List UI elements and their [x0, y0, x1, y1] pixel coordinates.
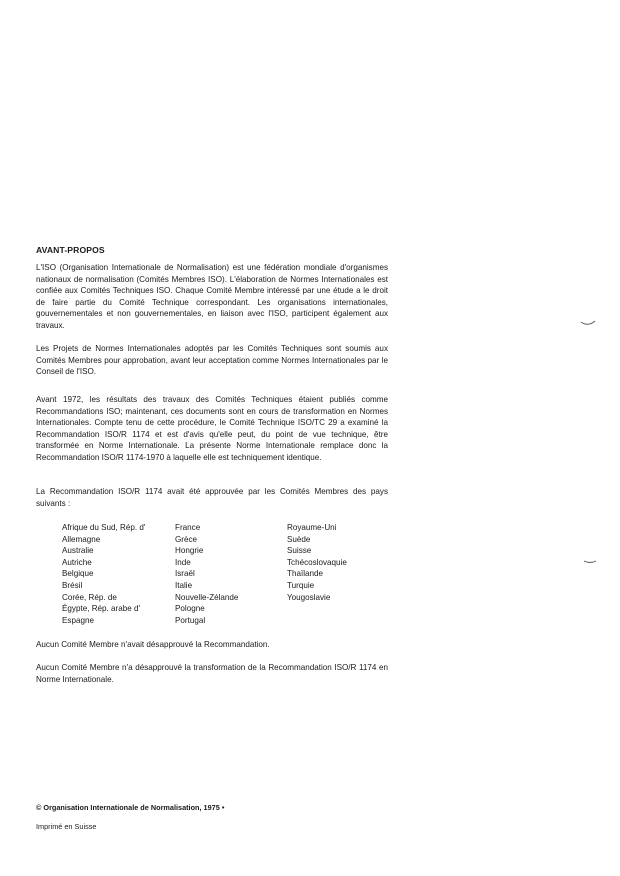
copyright-notice: © Organisation Internationale de Normalisation, 1975 • [36, 803, 225, 812]
paragraph-history: Avant 1972, les résultats des travaux des Comités Techniques étaient publiés comme Recommandations ISO; maintenant, ces documents sont en cours de transformation en Normes Internationales. Compte tenu de cette procédure, le Comité Technique ISO/TC 29 a examiné la Recommandation ISO/R 1174 et est d'avis qu'elle peut, du point de vue technique, être transformée en Norme Internationale. La présente Norme Internationale remplace donc la Recommandation ISO/R 1174-1970 à laquelle elle est techniquement identique. [36, 395, 388, 462]
country-name: Afrique du Sud, Rép. d' [62, 523, 146, 532]
countries-column-3 [287, 522, 347, 603]
country-name: Allemagne [62, 534, 101, 544]
country-name: Brésil [62, 580, 83, 590]
countries-column-2 [175, 522, 238, 626]
paragraph-no-disapproval-recommendation: Aucun Comité Membre n'avait désapprouvé la Recommandation. [36, 640, 270, 649]
paragraph-approval: La Recommandation ISO/R 1174 avait été approuvée par les Comités Membres des pays suivants : [36, 487, 388, 508]
country-name: Israël [175, 569, 195, 579]
country-name: Belgique [62, 569, 94, 579]
country-name: Portugal [175, 615, 206, 625]
country-name: Australie [62, 546, 94, 556]
countries-column-1 [62, 522, 145, 626]
country-name: Corée, Rép. de [62, 592, 117, 602]
country-name: Thaïlande [287, 569, 323, 579]
country-name: Yougoslavie [287, 592, 331, 602]
country-name: Nouvelle-Zélande [175, 592, 239, 602]
printed-in-note: Imprimé en Suisse [36, 822, 97, 831]
country-name: Grèce [175, 534, 198, 544]
country-name: Pologne [175, 604, 205, 614]
paragraph-iso-intro: L'ISO (Organisation Internationale de Normalisation) est une fédération mondiale d'organismes nationaux de normalisation (Comités Membres ISO). L'élaboration de Normes Internationales est confiée aux Comités Techniques ISO. Chaque Comité Membre intéressé par une étude a le droit de faire partie du Comité Technique correspondant. Les organisations internationales, gouvernementales et non gouvernementales, en liaison avec l'ISO, participent également aux travaux. [36, 263, 388, 330]
country-name: Suisse [287, 546, 312, 556]
scan-mark-upper [580, 318, 596, 328]
scan-mark-lower [583, 558, 597, 566]
country-name: Italie [175, 580, 193, 590]
country-name: Tchécoslovaquie [287, 557, 347, 567]
country-name: Royaume-Uni [287, 523, 337, 532]
country-name: Inde [175, 557, 191, 567]
country-name: Autriche [62, 557, 92, 567]
country-name: Hongrie [175, 546, 204, 556]
country-name: Turquie [287, 580, 315, 590]
country-name: Suède [287, 534, 311, 544]
country-name: France [175, 523, 201, 532]
paragraph-draft-standards: Les Projets de Normes Internationales adoptés par les Comités Techniques sont soumis aux Comités Membres pour approbation, avant leur acceptation comme Normes Internationales par le Conseil de l'ISO. [36, 344, 388, 377]
paragraph-no-disapproval-transformation: Aucun Comité Membre n'a désapprouvé la transformation de la Recommandation ISO/R 1174 en Norme Internationale. [36, 663, 388, 684]
section-heading: AVANT-PROPOS [36, 245, 105, 255]
country-name: Espagne [62, 615, 94, 625]
country-name: Égypte, Rép. arabe d' [62, 604, 141, 614]
